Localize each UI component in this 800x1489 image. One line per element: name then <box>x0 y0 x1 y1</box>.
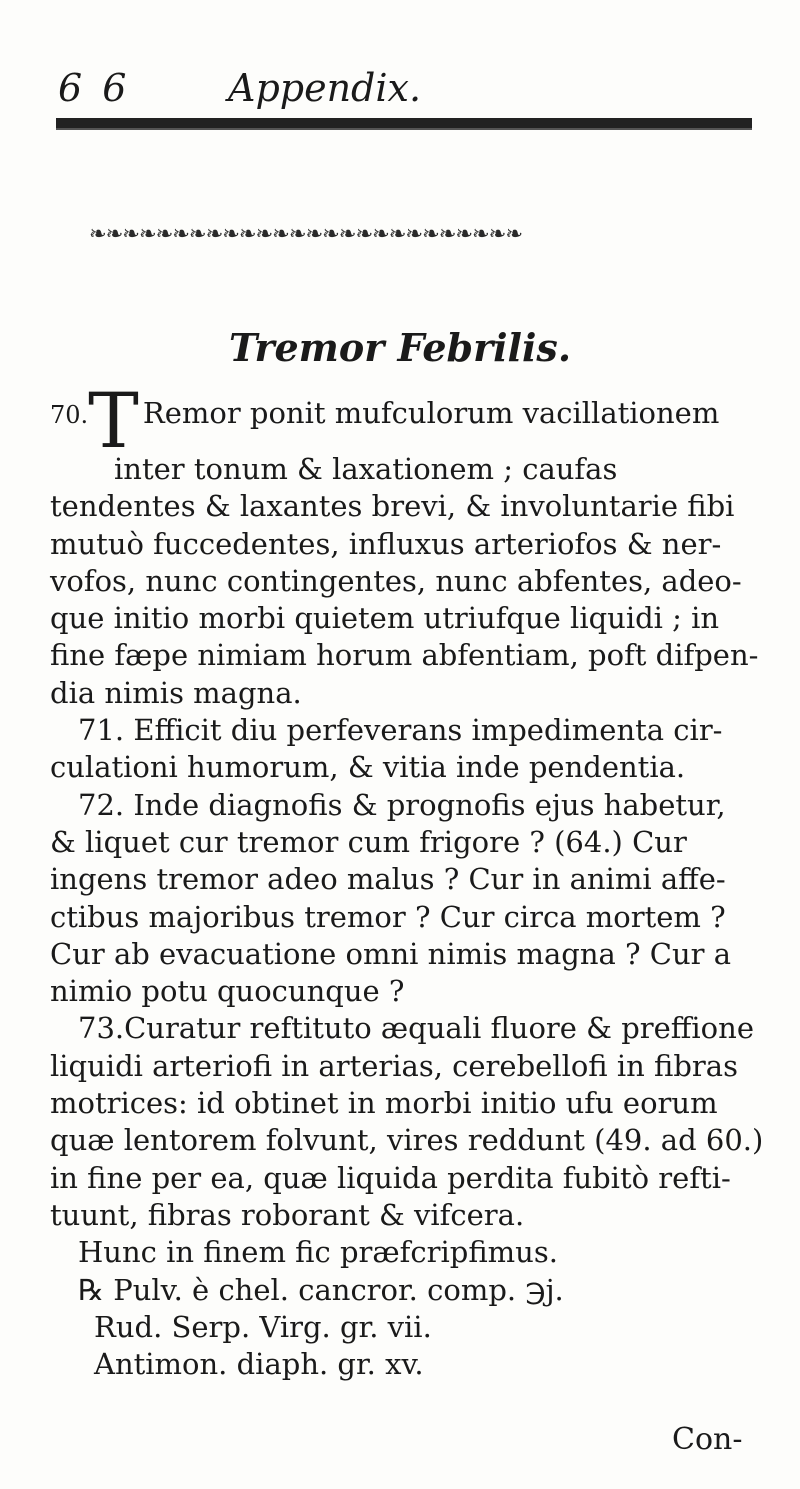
text-line: vofos, nunc contingentes, nunc abfentes, adeo- <box>50 563 742 598</box>
text-line: mutuò fuccedentes, influxus arteriofos & ner- <box>50 526 722 561</box>
running-title: Appendix. <box>228 66 422 110</box>
text-line: inter tonum & laxationem ; caufas <box>114 452 618 486</box>
text-line: Hunc in finem fic præfcripfimus. <box>78 1235 558 1270</box>
text-line: que initio morbi quietem utriufque liquidi ; in <box>50 601 720 636</box>
paragraph-number: 70. <box>50 401 89 429</box>
text-line: liquidi arteriofi in arterias, cerebellofi in fibras <box>50 1048 738 1083</box>
body-text <box>50 376 764 1383</box>
text-line: Cur ab evacuatione omni nimis magna ? Cur a <box>50 936 732 971</box>
text-line: motrices: id obtinet in morbi initio ufu eorum <box>50 1086 718 1121</box>
text-line: tuunt, fibras roborant & vifcera. <box>50 1197 525 1232</box>
header-rule <box>56 118 752 130</box>
text-line: nimio potu quocunque ? <box>50 974 405 1009</box>
text-line: dia nimis magna. <box>50 675 302 710</box>
text-line: 73.Curatur reftituto æquali fluore & preffione <box>78 1011 754 1046</box>
ornament-band: ❧❧❧❧❧❧❧❧❧❧❧❧❧❧❧❧❧❧❧❧❧❧❧❧❧❧ <box>90 218 523 248</box>
text-line: in fine per ea, quæ liquida perdita fubitò refti- <box>50 1160 731 1195</box>
text-line: & liquet cur tremor cum frigore ? (64.) Cur <box>50 824 687 859</box>
text-line: quæ lentorem folvunt, vires reddunt (49. ad 60.) <box>50 1123 764 1158</box>
page-number: 6 6 <box>58 66 131 110</box>
text-line: ingens tremor adeo malus ? Cur in animi affe- <box>50 862 726 897</box>
text-line: tendentes & laxantes brevi, & involuntarie fibi <box>50 489 735 524</box>
drop-cap: T <box>88 376 139 465</box>
recipe-line: Antimon. diaph. gr. xv. <box>94 1347 424 1382</box>
text-line: Remor ponit mufculorum vacillationem <box>142 396 720 430</box>
text-line: culationi humorum, & vitia inde pendentia. <box>50 750 686 785</box>
running-head <box>58 66 748 116</box>
recipe-line: Rud. Serp. Virg. gr. vii. <box>94 1309 432 1344</box>
recipe-line: ℞ Pulv. è chel. cancror. comp. ℈j. <box>78 1272 564 1307</box>
text-line: 72. Inde diagnofis & prognofis ejus habetur, <box>78 787 726 822</box>
section-title: Tremor Febrilis. <box>228 325 572 370</box>
catchword: Con- <box>672 1422 743 1457</box>
text-line: ctibus majoribus tremor ? Cur circa mortem ? <box>50 899 726 934</box>
text-line: 71. Efficit diu perfeverans impedimenta cir- <box>78 713 723 748</box>
paragraph-70-line <box>50 376 755 465</box>
text-line: fine fæpe nimiam horum abfentiam, poft difpen- <box>50 638 759 673</box>
